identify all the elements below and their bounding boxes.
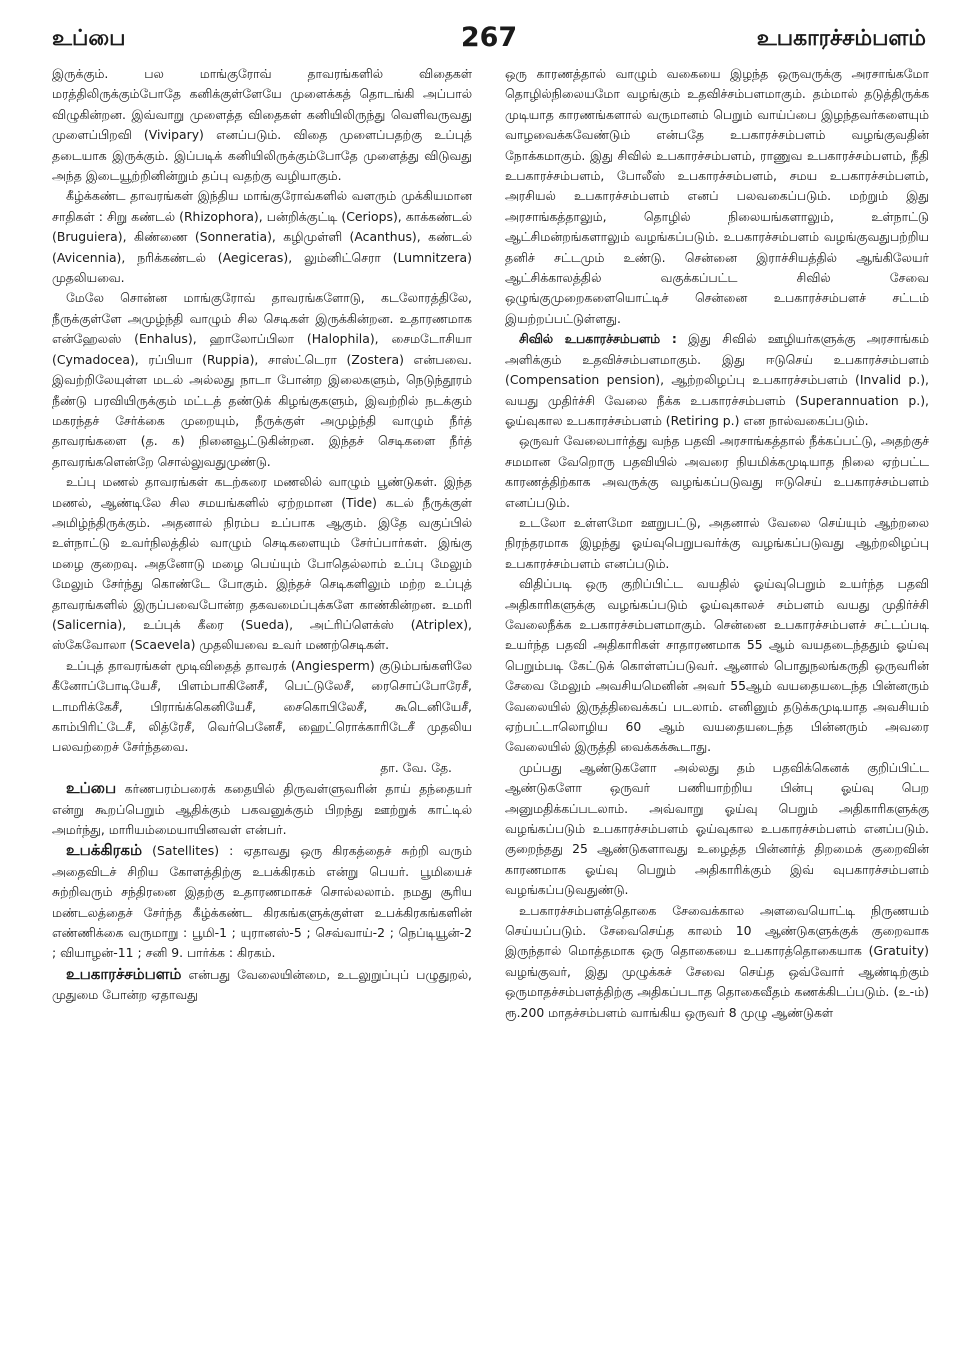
- entry-satellites: [52, 840, 472, 963]
- subsection-heading: சிவில் உபகாரச்சம்பளம் :: [519, 331, 677, 347]
- paragraph: உப்பு மணல் தாவரங்கள் கடற்கரை மணலில் வாழும் பூண்டுகள். இந்த மணல், ஆண்டிலே சில சமயங்களில் ஏற்றமான (Tide) கடல் நீருக்குள் அமிழ்ந்திருக்கும். அதனால் நிரம்ப உப்பாக ஆகும். இதே வகுப்பில் உள்நாட்டு உவர்நிலத்தில் வாழும் செடிகளையும் சேர்ப்பார்கள். இங்கு மழை குறைவு. அதனோடு மழை பெய்யும் போதெல்லாம் உப்பு மேலும் மேலும் சேர்ந்து கொண்டே போகும். இந்தச் செடிகளிலும் மற்ற உப்புத் தாவரங்களில் இருப்பவைபோன்ற தகவமைப்புக்களே காண்கின்றன. உமரி (Salicernia), உப்புக் கீரை (Sueda), அட்ரிப்ளெக்ஸ் (Atriplex), ஸ்கேவோலா (Scaevela) முதலியவை உவர் மணற்செடிகள்.: [52, 474, 472, 653]
- entry-upai: [52, 778, 472, 840]
- paragraph: மேலே சொன்ன மாங்குரோவ் தாவரங்களோடு, கடலோரத்திலே, நீருக்குள்ளே அமுழ்ந்தி வாழும் சில செடிகள் இருக்கின்றன. உதாரணமாக என்ஹேலஸ் (Enhalus), ஹாலோப்பிலா (Halophila), சைமடோசியா (Cymadocea), ரப்பியா (Ruppia), சாஸ்ட்டெரா (Zostera) என்பவை. இவற்றிலேயுள்ள மடல் அல்லது நாடா போன்ற இலைகளும், நெடுந்தூரம் நீண்டு பரவியிருக்கும் மட்டத் தண்டுக் கிழங்குகளும், இவற்றில் நடக்கும் மகரந்தச் சேர்க்கை முறையும், நீருக்குள் அமுழ்ந்தி வாழும் நீர்த் தாவரங்களை (த. க) நினைவூட்டுகின்றன. இந்தச் செடிகளை நீர்த் தாவரங்களென்றே சொல்லுவதுமுண்டு.: [52, 290, 472, 469]
- subsection-body: இது சிவில் ஊழியர்களுக்கு அரசாங்கம் அளிக்கும் உதவிச்சம்பளமாகும். இது ஈடுசெய் உபகாரச்சம்பளம் (Compensation pension), ஆற்றலிழப்பு உபகாரச்சம்பளம் (Invalid p.), வயது முதிர்ச்சி வேலை நீக்க உபகாரச்சம்பளம் (Superannuation p.), ஓய்வுகால உபகாரச்சம்பளம் (Retiring p.) என நால்வகைப்படும்.: [505, 331, 929, 428]
- paragraph: முப்பது ஆண்டுகளோ அல்லது தம் பதவிக்கெனக் குறிப்பிட்ட ஆண்டுகளோ ஒருவர் பணியாற்றிய பின்பு ஓய்வு பெற அனுமதிக்கப்படலாம். அவ்வாறு ஓய்வு பெறும் அதிகாரிகளுக்கு வழங்கப்படும் உபகாரச்சம்பளம் ஓய்வுகால உபகாரச்சம்பளம் எனப்படும். குறைந்தது 25 ஆண்டுகளாவது உழைத்த பின்னர்த் திறமைக் குறைவின் காரணமாக ஓய்வு பெறும் அதிகாரிக்கும் இவ் வுபகாரச்சம்பளம் வழங்கப்படுவதுண்டு.: [505, 759, 929, 898]
- paragraph: விதிப்படி ஒரு குறிப்பிட்ட வயதில் ஓய்வுபெறும் உயர்ந்த பதவி அதிகாரிகளுக்கு வழங்கப்படும் ஓய்வுகாலச் சம்பளம் வயது முதிர்ச்சி வேலைநீக்க உபகாரச்சம்பளமாகும். சென்னை உபகாரச்சம்பளச் சட்டப்படி உயர்ந்த பதவி அதிகாரிகள் சாதாரணமாக 55 ஆம் வயதடைந்ததும் ஓய்வு பெறும்படி கேட்டுக் கொள்ளப்படுவர். ஆனால் பொதுநலங்கருதி ஒருவரின் சேவை மேலும் அவசியமெனின் அவர் 55ஆம் வயதையடைந்த பின்னரும் வேலையில் இருத்திவைக்கப் படலாம். எனினும் தடுக்கமுடியாத அவசியம் ஏற்பட்டாலொழிய 60 ஆம் வயதையடைந்த பின்னரும் அவரை வேலையில் இருத்தி வைக்கக்கூடாது.: [505, 576, 929, 755]
- subsection-civil-pension: [505, 329, 929, 431]
- paragraph: கீழ்க்கண்ட தாவரங்கள் இந்திய மாங்குரோவ்களில் வளரும் முக்கியமான சாதிகள் : சிறு கண்டல் (Rhizophora), பன்றிக்குட்டி (Ceriops), காக்கண்டல் (Bruguiera), கிண்ணை (Sonneratia), கழிமுள்ளி (Acanthus), கண்டல் (Avicennia), நரிக்கண்டல் (Aegiceras), லும்னிட்செரா (Lumnitzera) முதலியவை.: [52, 188, 472, 286]
- right-column: [505, 64, 929, 1354]
- header-right-term: உபகாரச்சம்பளம்: [756, 26, 926, 51]
- entry-pension: [52, 964, 472, 1006]
- entry-headword: உபக்கிரகம்: [66, 841, 143, 860]
- paragraph: உப்புத் தாவரங்கள் மூடிவிதைத் தாவரக் (Angiesperm) குடும்பங்களிலே கீனோப்போடியேசீ, பிளம்பாகினேசீ, பெட்டுலேசீ, ரைசொப்போரேசீ, டாமரிக்கேசீ, பிராங்க்கெனியேசீ, சைகொபிலேசீ, கூடெனியேசீ, காம்பிரிட்டேசீ, லித்ரேசீ, வெர்பெனேசீ, ஹைட்ரொக்காரிடேசீ முதலிய பலவற்றைச் சேர்ந்தவை.: [52, 657, 472, 755]
- paragraph: ஒருவர் வேலைபார்த்து வந்த பதவி அரசாங்கத்தால் நீக்கப்பட்டு, அதற்குச் சமமான வேறொரு பதவியில் அவரை நியமிக்கமுடியாத நிலை ஏற்பட்ட காரணத்திற்காக அவருக்கு வழங்கப்படுவது ஈடுசெய் உபகாரச்சம்பளம் எனப்படும்.: [505, 433, 929, 510]
- paragraph: இருக்கும். பல மாங்குரோவ் தாவரங்களில் விதைகள் மரத்திலிருக்கும்போதே கனிக்குள்ளேயே முளைக்கத் தொடங்கி அப்பால் விழுகின்றன. இவ்வாறு முளைத்த விதைகள் கனியிலிருந்து வெளிவருவது முளைப்பிறவி (Vivipary) எனப்படும். விதை முளைப்பதற்கு உப்புத் தடையாக இருக்கும். இப்படிக் கனியிலிருக்கும்போதே முளைத்து விடுவது அந்த இடையூற்றினின்றும் தப்பு வதற்கு வழியாகும்.: [52, 66, 472, 184]
- paragraph: உடலோ உள்ளமோ ஊறுபட்டு, அதனால் வேலை செய்யும் ஆற்றலை நிரந்தரமாக இழந்து ஓய்வுபெறுபவர்க்கு வழங்கப்படுவது ஆற்றலிழப்பு உபகாரச்சம்பளம் எனப்படும்.: [505, 514, 929, 571]
- page-number: 267: [460, 22, 518, 53]
- entry-body: என்பது வேலையின்மை, உடலுறுப்புப் பழுதுறல், முதுமை போன்ற ஏதாவது: [52, 966, 472, 1003]
- entry-body: கர்ணபரம்பரைக் கதையில் திருவள்ளுவரின் தாய் தந்தையர் என்று கூறப்பெறும் ஆதிக்கும் பகவனுக்கும் பிறந்து ஊற்றுக் காட்டில் அமர்ந்து, மாரியம்மையாயினவள் என்பர்.: [52, 781, 472, 838]
- entry-headword: உப்பை: [66, 779, 117, 798]
- paragraph: ஒரு காரணத்தால் வாழும் வகையை இழந்த ஒருவருக்கு அரசாங்கமோ தொழில்நிலையமோ வழங்கும் உதவிச்சம்பளமாகும். தம்மால் தடுத்திருக்க முடியாத காரணங்களால் வருமானம் பெறும் வாய்ப்பை இழந்தவர்களையும் வாழவைக்கவேண்டும் என்பதே உபகாரச்சம்பளம் வழங்குவதின் நோக்கமாகும். இது சிவில் உபகாரச்சம்பளம், ராணுவ உபகாரச்சம்பளம், நீதி உபகாரச்சம்பளம், போலீஸ் உபகாரச்சம்பளம், சமய உபகாரச்சம்பளம், அரசியல் உபகாரச்சம்பளம் எனப் பலவகைப்படும். மற்றும் இது அரசாங்கத்தாலும், தொழில் நிலையங்களாலும், உள்நாட்டு ஆட்சிமன்றங்களாலும் வழங்கப்படும். உபகாரச்சம்பளம் வழங்குவதுபற்றிய தனிச் சட்டமும் உண்டு. சென்னை இராச்சியத்தில் ஆங்கிலேயர் ஆட்சிக்காலத்தில் வகுக்கப்பட்ட சிவில் சேவை ஒழுங்குமுறைகளையொட்டிச் சென்னை உபகாரச்சம்பளச் சட்டம் இயற்றப்பட்டுள்ளது.: [505, 66, 929, 326]
- entry-headword: உபகாரச்சம்பளம்: [66, 964, 182, 983]
- entry-body: (Satellites) : ஏதாவது ஒரு கிரகத்தைச் சுற்றி வரும் அதைவிடச் சிறிய கோளத்திற்கு உபக்கிரகம் என்று பெயர். பூமியைச் சுற்றிவரும் சந்திரனை இதற்கு உதாரணமாகச் சொல்லலாம். நமது சூரிய மண்டலத்தைச் சேர்ந்த கீழ்க்கண்ட கிரகங்களுக்குள்ள உபக்கிரகங்களின் எண்ணிக்கை வருமாறு : பூமி-1 ; யுரானஸ்-5 ; செவ்வாய்-2 ; நெப்டியூன்-2 ; வியாழன்-11 ; சனி 9. பார்க்க : கிரகம்.: [52, 843, 472, 961]
- author-signature: தா. வே. தே.: [380, 759, 452, 775]
- running-header: [52, 22, 926, 56]
- header-left-term: உப்பை: [52, 26, 126, 51]
- left-column: [52, 64, 472, 1354]
- paragraph: உபகாரச்சம்பளத்தொகை சேவைக்கால அளவையொட்டி நிருணயம் செய்யப்படும். சேவைசெய்த காலம் 10 ஆண்டுகளுக்குக் குறைவாக இருந்தால் மொத்தமாக ஒரு தொகையை உபகாரத்தொகையாக (Gratuity) வழங்குவர், இது முழுக்கச் சேவை செய்த ஒவ்வோர் ஆண்டிற்கும் ஒருமாதச்சம்பளத்திற்கு அதிகப்படாத தொகைவீதம் கணக்கிடப்படும். (உ-ம்) ரூ.200 மாதச்சம்பளம் வாங்கிய ஒருவர் 8 முழு ஆண்டுகள்: [505, 902, 929, 1020]
